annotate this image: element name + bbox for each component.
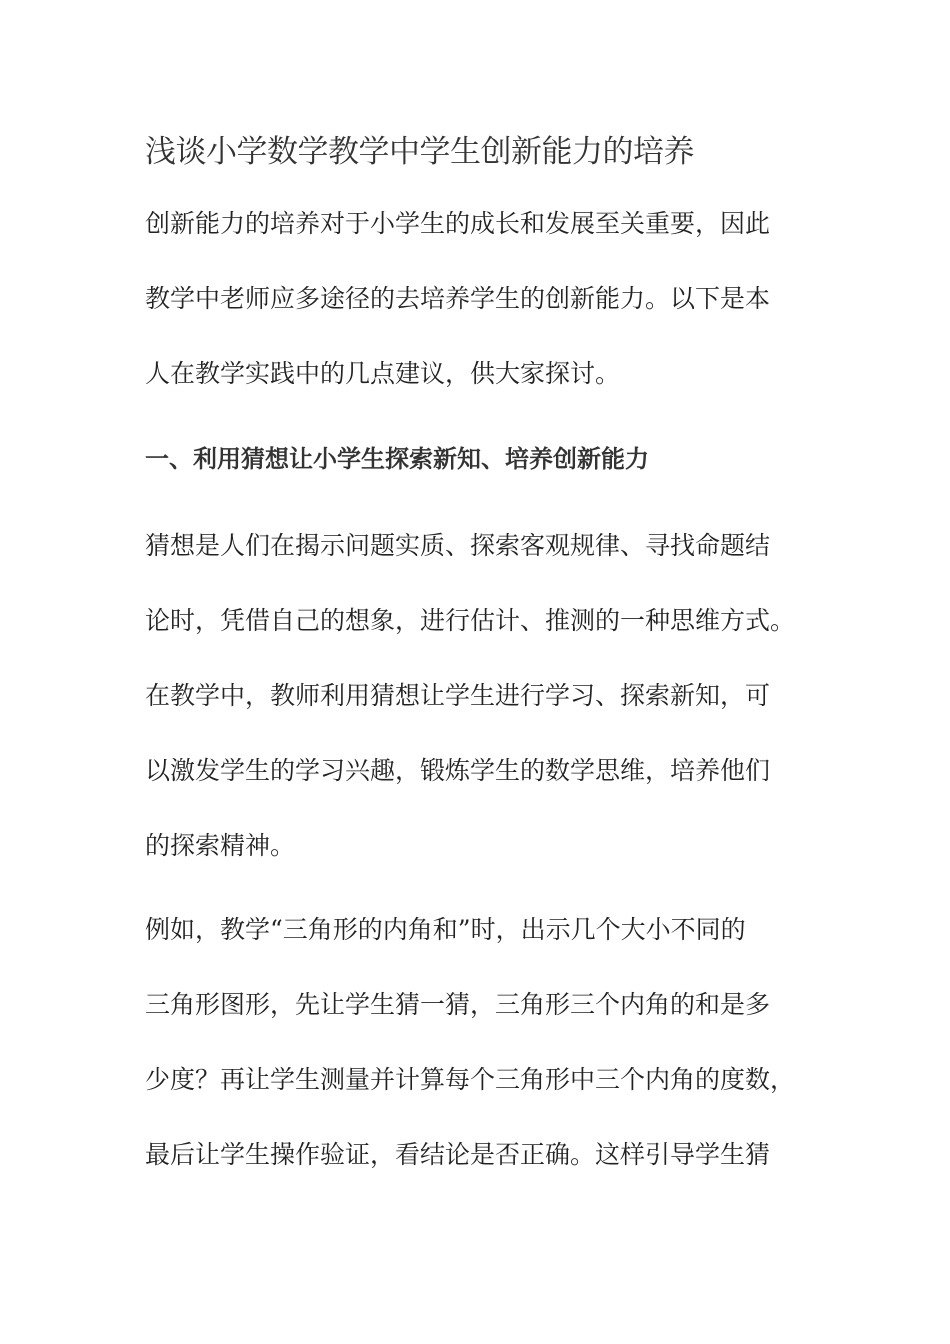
text-line: 最后让学生操作验证，看结论是否正确。这样引导学生猜: [145, 1140, 771, 1169]
text-line: 以激发学生的学习兴趣，锻炼学生的数学思维，培养他们: [145, 756, 771, 785]
section1-paragraph-2: [145, 892, 795, 1192]
text-line: 教学中老师应多途径的去培养学生的创新能力。以下是本: [145, 284, 771, 313]
text-line: 猜想是人们在揭示问题实质、探索客观规律、寻找命题结: [145, 531, 771, 560]
text-line: 的探索精神。: [145, 831, 296, 860]
section-heading: 一、利用猜想让小学生探索新知、培养创新能力: [145, 445, 649, 473]
text-line: 三角形图形，先让学生猜一猜，三角形三个内角的和是多: [145, 990, 771, 1019]
document-title: 浅谈小学数学教学中学生创新能力的培养: [145, 134, 694, 170]
section1-paragraph-1: [145, 508, 795, 883]
text-line: 例如，教学“三角形的内角和”时，出示几个大小不同的: [145, 915, 746, 944]
intro-paragraph: [145, 186, 770, 411]
text-line: 人在教学实践中的几点建议，供大家探讨。: [145, 359, 621, 388]
text-line: 少度？再让学生测量并计算每个三角形中三个内角的度数，: [145, 1065, 796, 1094]
text-line: 论时，凭借自己的想象，进行估计、推测的一种思维方式。: [145, 606, 796, 635]
text-line: 创新能力的培养对于小学生的成长和发展至关重要，因此: [145, 209, 771, 238]
text-line: 在教学中，教师利用猜想让学生进行学习、探索新知，可: [145, 681, 771, 710]
